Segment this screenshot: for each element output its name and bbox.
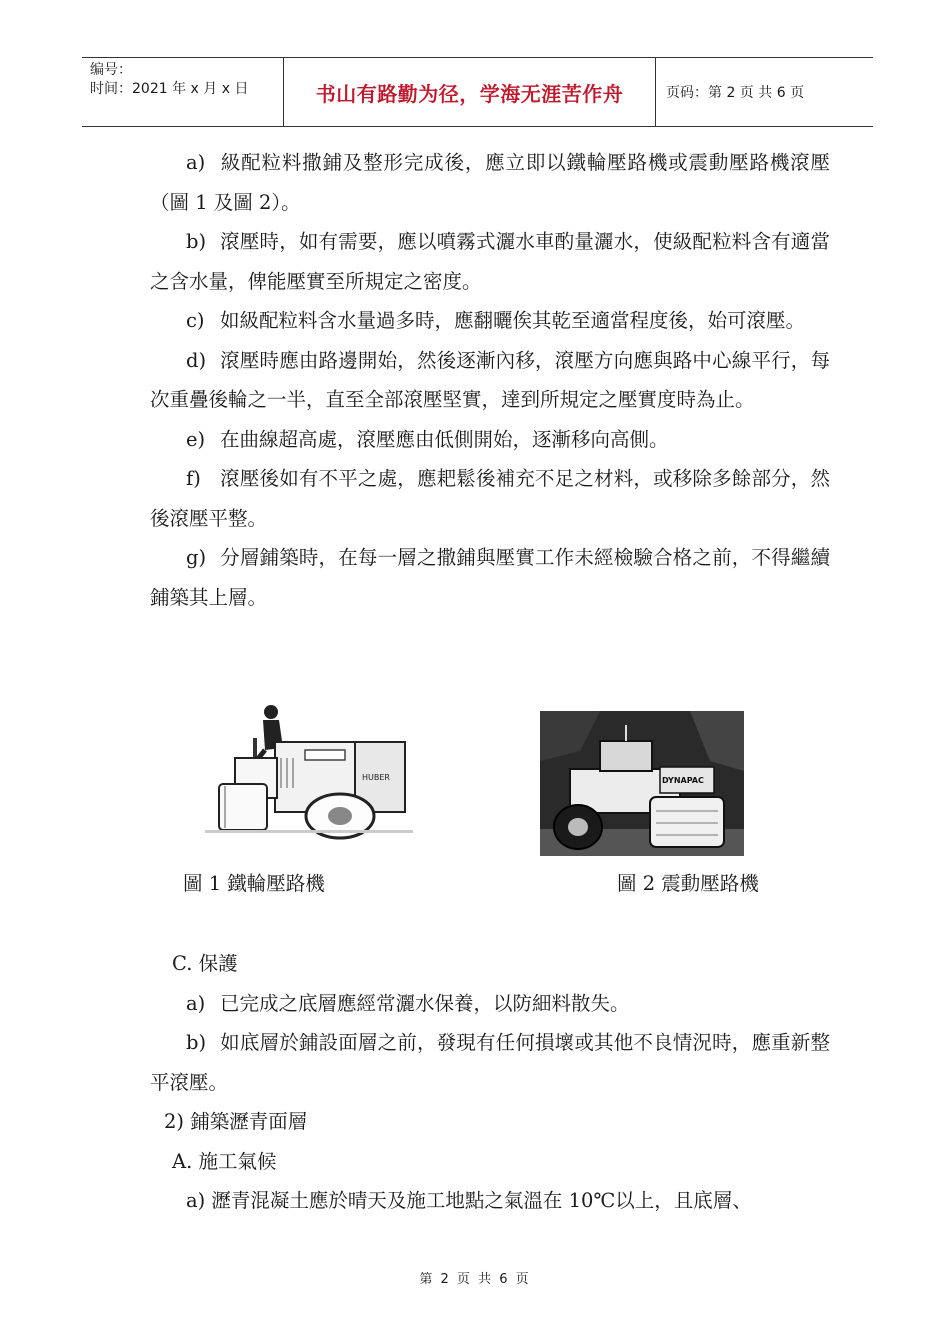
paragraph-text: 級配粒料撒鋪及整形完成後，應立即以鐵輪壓路機或震動壓路機滾壓（圖 1 及圖 2）。 [150,151,830,214]
document-number-label: 编号： [90,62,132,78]
paragraph-label: c) [186,309,205,332]
figure-2-caption: 圖 2 震動壓路機 [617,872,759,895]
page-footer: 第 2 页 共 6 页 [419,1272,531,1287]
figure-steel-wheel-roller [205,698,413,840]
document-body [150,143,830,617]
vibratory-roller-image [540,711,744,856]
paragraph-b [150,222,830,301]
paragraph-text: 如級配粒料含水量過多時，應翻曬俟其乾至適當程度後，始可滾壓。 [220,309,806,332]
paragraph-label: d) [186,348,207,372]
section-c-heading: C. 保護 [172,952,238,975]
section-2-item-a: a) 瀝青混凝土應於晴天及施工地點之氣溫在 10℃以上，且底層、 [186,1189,752,1212]
paragraph-text: 分層鋪築時，在每一層之撒鋪與壓實工作未經檢驗合格之前，不得繼續鋪築其上層。 [150,546,830,609]
paragraph-text: 滾壓時，如有需要，應以噴霧式灑水車酌量灑水，使級配粒料含有適當之含水量，俾能壓實至所規定之密度。 [150,230,830,293]
paragraph-label: a) [186,991,206,1015]
paragraph-text: 已完成之底層應經常灑水保養，以防細料散失。 [220,991,630,1015]
paragraph-d [150,341,830,420]
section-c-item-a [150,984,830,1024]
paragraph-text: 在曲線超高處，滾壓應由低側開始，逐漸移向高側。 [220,427,669,451]
paragraph-label: a) [186,151,206,174]
paragraph-label: g) [186,546,207,569]
paragraph-text: 滾壓時應由路邊開始，然後逐漸內移，滾壓方向應與路中心線平行，每次重疊後輪之一半，直至全部滾壓堅實，達到所規定之壓實度時為止。 [150,348,830,411]
paragraph-text: 滾壓後如有不平之處，應耙鬆後補充不足之材料，或移除多餘部分，然後滾壓平整。 [150,467,830,530]
header-motto: 书山有路勤为径，学海无涯苦作舟 [284,58,656,126]
figure-1-caption: 圖 1 鐵輪壓路機 [183,872,325,895]
figure-vibratory-roller [540,711,744,856]
paragraph-label: b) [186,1031,207,1054]
paragraph-c [150,301,830,341]
paragraph-label: f) [186,467,201,490]
roller-brand-text: DYNAPAC [662,776,704,785]
page-header [82,57,873,127]
document-date-label: 时间：2021 年 x 月 x 日 [90,81,249,97]
paragraph-text: 如底層於鋪設面層之前，發現有任何損壞或其他不良情況時，應重新整平滾壓。 [150,1031,830,1094]
paragraph-f [150,459,830,538]
paragraph-label: e) [186,427,206,451]
paragraph-g [150,538,830,617]
document-body-continued [150,944,830,1221]
paragraph-a [150,143,830,222]
header-meta [82,58,284,126]
paragraph-label: b) [186,230,207,253]
header-page-number: 页码：第 2 页 共 6 页 [666,85,805,101]
steel-wheel-roller-image [205,698,413,840]
section-2-subheading: A. 施工氣候 [172,1149,277,1173]
section-c-item-b [150,1023,830,1102]
section-2-heading: 2) 鋪築瀝青面層 [164,1110,308,1133]
paragraph-e [150,420,830,460]
roller-brand-text: HUBER [362,773,390,782]
